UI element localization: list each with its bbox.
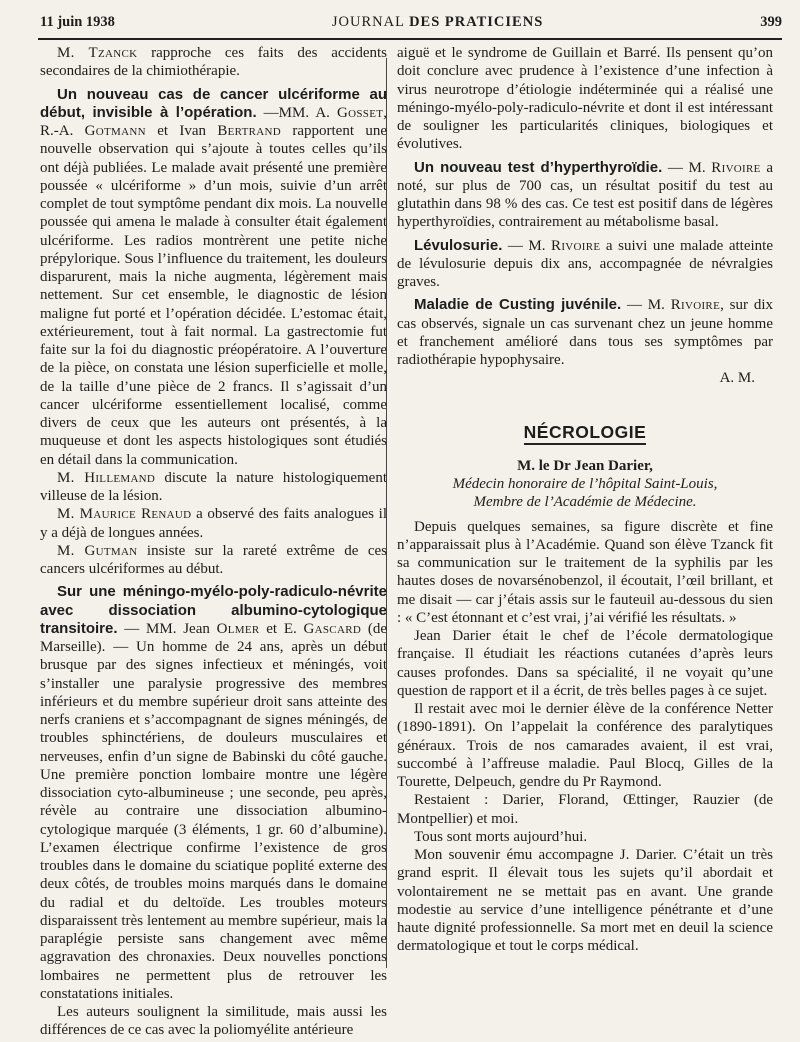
section-title: NÉCROLOGIE	[524, 422, 647, 445]
article-meningo-myelo	[40, 583, 387, 1003]
obituary-name: M. le Dr Jean Darier,	[517, 457, 653, 474]
journal-title-plain: JOURNAL	[331, 14, 410, 30]
text-run: — MM. Jean	[117, 620, 217, 637]
author-name: Gotmann	[84, 123, 146, 139]
text-run: et Ivan	[145, 123, 218, 139]
paragraph-text: insiste sur la rareté extrême de ces cancers ulcériformes au début.	[40, 542, 387, 577]
similitude-paragraph: Les auteurs soulignent la similitude, mais aussi les différences de ce cas avec la poliomyélite antérieure	[40, 1004, 387, 1039]
article-title: Un nouveau test d’hyperthyroïdie.	[414, 158, 663, 176]
obituary-paragraph: Jean Darier était le chef de l’école dermatologique française. Il étudiait les réactions cutanées d’après leurs causes profondes. Dans sa spécialité, il ne voyait qu’une question de rapport et il a écrit, de très belles pages à ce sujet.	[397, 628, 773, 699]
text-run: — M.	[502, 237, 552, 254]
section-signature: A. M.	[719, 370, 755, 387]
obituary-paragraph: Mon souvenir ému accompagne J. Darier. C’était un très grand esprit. Il élevait tous les sujets qu’il abordait et volontairement ne se mettait pas en avant. Une grande modestie au service d’une intelligence pénétrante et d’une haute dignité professionnelle. Sa mort met en deuil la science dermatologique et tout le corps médical.	[397, 847, 773, 955]
text-run: , R.-A.	[40, 104, 387, 139]
renaud-paragraph	[40, 505, 387, 542]
gutman-paragraph	[40, 542, 387, 579]
article-title: Un nouveau cas de cancer ulcériforme au début, invisible à l’opération.	[40, 85, 387, 121]
paragraph-text: discute la nature histologiquement villeuse de la lésion.	[40, 469, 387, 504]
obituary-paragraph: Il restait avec moi le dernier élève de la conférence Netter (1890-1891). On l’appelait la conférence des paralytiques généraux. Trois de nos camarades avaient, il est vrai, succombé à l’affreuse maladie. Paul Blocq, Gilles de la Tourette, Delpeuch, gendre du Pr Raymond.	[397, 701, 773, 790]
author-name: M. Tzanck	[57, 45, 138, 61]
author-name: Rivoire	[551, 237, 601, 254]
article-levulosurie	[397, 237, 773, 292]
author-name: Gosset	[336, 104, 384, 121]
author-name: Gascard	[303, 620, 362, 637]
text-run: — M.	[621, 297, 671, 314]
page-number: 399	[760, 14, 782, 30]
text-run: et E.	[259, 620, 304, 637]
article-cancer-ulceriforme	[40, 86, 387, 469]
journal-title	[332, 14, 543, 31]
author-name: Rivoire	[711, 159, 761, 176]
article-custing	[397, 296, 773, 369]
issue-date: 11 juin 1938	[40, 14, 115, 30]
paragraph-text: rapproche ces faits des accidents secondaires de la chimiothérapie.	[40, 45, 387, 80]
right-column	[397, 44, 773, 956]
obituary-title-2: Membre de l’Académie de Médecine.	[473, 494, 697, 511]
continued-paragraph: aiguë et le syndrome de Guillain et Barré. Ils pensent qu’on doit conclure avec prudence à l’existence d’une infection à virus neurotrope d’étiologie indéterminée qui a réalisé une méningo-myélo-poly-radiculo-névrite et dont il est intéressant de souligner les particularités cliniques, biologiques et évolutives.	[397, 45, 773, 153]
article-body: a noté, sur plus de 700 cas, un résultat positif du test au glutathin dans 98 % des cas. Ce test est positif dans de légères hyperthyroïdies, contrairement au métabolisme basal.	[397, 159, 773, 231]
hillemand-paragraph	[40, 469, 387, 506]
obituary-title-1: Médecin honoraire de l’hôpital Saint-Louis,	[452, 476, 718, 492]
header-rule	[38, 38, 782, 40]
paragraph-text: a observé des faits analogues il y a déjà de longues années.	[40, 506, 387, 541]
article-body: (de Marseille). — Un homme de 24 ans, après un début brusque par des signes infectieux et méningés, voit s’installer une paralysie progressive des membres inférieurs et du membre supérieur droit sans atteinte des nerfs craniens et s’accompagnant de signes méningés, de troubles sphinctériens, de douleurs musculaires et nerveuses, enfin d’un signe de Babinski du côté gauche. Une première ponction lombaire montre une légère dissociation cyto-albumineuse ; une seconde, peu après, révèle au contraire une dissociation albumino-cytologique marquée (3 éléments, 1 gr. 60 d’albumine). L’examen électrique confirme l’existence de gros troubles dans le domaine du sciatique poplité externe des deux côtés, de troubles moins marqués dans le domaine du radial et du deltoïde. Les troubles moteurs disparaissent très lentement au membre supérieur, mais la paraplégie persiste sans changement avec même aggravation des chronaxies. Deux nouvelles ponctions lombaires ne permettent plus de retrouver les constatations initiales.	[40, 620, 387, 1002]
article-title: Lévulosurie.	[414, 236, 503, 254]
obituary-paragraph: Tous sont morts aujourd’hui.	[414, 828, 588, 845]
text-run: — M.	[662, 159, 712, 176]
left-column	[40, 44, 387, 1040]
running-header	[40, 14, 782, 38]
text-run: —MM. A.	[256, 104, 337, 121]
article-body: , sur dix cas observés, signale un cas survenant chez un jeune homme et franchement amélioré dans tous ses symptômes par radiothérapie hypophysaire.	[397, 297, 774, 368]
tzanck-paragraph	[40, 44, 387, 81]
author-name: M. Hillemand	[57, 469, 156, 486]
obituary-paragraph: Depuis quelques semaines, sa figure discrète et fine n’apparaissait plus à l’Académie. Quand son élève Tzanck fit sa communication sur le traitement de la syphilis par les hautes doses de novarsénobenzol, il écoutait, l’œil brillant, et me disait — car j’étais assis sur le fauteuil au-dessous du sien : « C’est étonnant et c’est vrai, j’ai vérifié les résultats. »	[397, 518, 773, 626]
obituary-paragraph: Restaient : Darier, Florand, Œttinger, Rauzier (de Montpellier) et moi.	[397, 792, 773, 827]
journal-title-bold: DES PRATICIENS	[409, 14, 544, 30]
author-name: Bertrand	[217, 123, 282, 139]
author-name: Rivoire	[670, 297, 721, 314]
article-title: Sur une méningo-myélo-poly-radiculo-névrite avec dissociation albumino-cytologique transitoire.	[40, 583, 387, 637]
author-name: Olmer	[216, 620, 260, 637]
article-body: rapportent une nouvelle observation qui s’ajoute à toutes celles qu’ils ont déjà publiées. Le malade avait présenté une première poussée « ulcériforme » d’un mois, suivie d’un arrêt complet de tout symptôme pendant dix mois. La nouvelle poussée qui amena le malade à consulter était également ulcériforme. Les radios montrèrent une petite niche prépylorique. Sous l’influence du traitement, les douleurs disparurent, mais la niche augmenta, légèrement mais nettement. Sur cet ensemble, le diagnostic de lésion maligne fut porté et l’opération décidée. L’estomac était, extérieurement, tout à fait normal. La gastrectomie fut faite sur la foi du diagnostic préopératoire. A l’ouverture de la pièce, on constata une lésion superficielle et molle, de la taille d’une pièce de 2 francs. Il s’agissait d’un cancer ulcériforme essentiellement localisé, comme divers de ceux que les auteurs ont présentés, à la muqueuse et dont les aspects histologiques sont étudiés en détail dans la communication.	[40, 123, 387, 468]
article-title: Maladie de Custing juvénile.	[414, 296, 622, 314]
author-name: M. Gutman	[57, 542, 138, 559]
article-body: a suivi une malade atteinte de lévulosurie depuis dix ans, accompagnée de névralgies graves.	[397, 237, 773, 290]
author-name: M. Maurice Renaud	[57, 506, 192, 523]
article-hyperthyroidie	[397, 159, 773, 232]
necrologie-heading	[397, 423, 773, 441]
